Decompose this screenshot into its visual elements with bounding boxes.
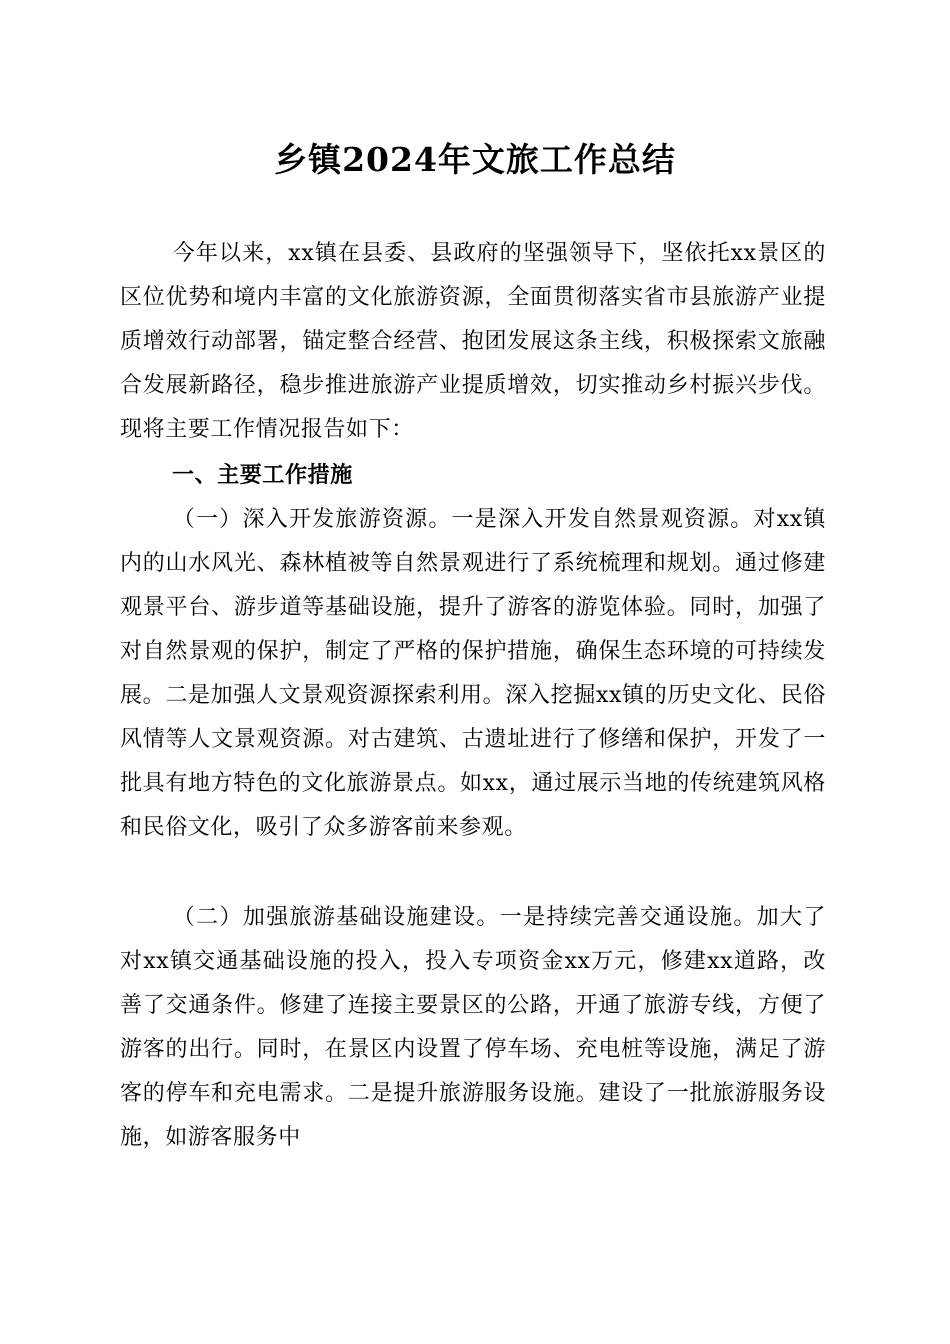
body-paragraph-tourism-resources: （一）深入开发旅游资源。一是深入开发自然景观资源。对xx镇内的山水风光、森林植被等自然景观进行了系统梳理和规划。通过修建观景平台、游步道等基础设施，提升了游客的游览体验。同时，加强了对自然景观的保护，制定了严格的保护措施，确保生态环境的可持续发展。二是加强人文景观资源探索利用。深入挖掘xx镇的历史文化、民俗风情等人文景观资源。对古建筑、古遗址进行了修缮和保护，开发了一批具有地方特色的文化旅游景点。如xx，通过展示当地的传统建筑风格和民俗文化，吸引了众多游客前来参观。 bbox=[120, 507, 826, 840]
section-heading: 一、主要工作措施 bbox=[172, 463, 353, 488]
intro-paragraph: 今年以来，xx镇在县委、县政府的坚强领导下，坚依托xx景区的区位优势和境内丰富的文化旅游资源，全面贯彻落实省市县旅游产业提质增效行动部署，锚定整合经营、抱团发展这条主线，积极探索文旅融合发展新路径，稳步推进旅游产业提质增效，切实推动乡村振兴步伐。现将主要工作情况报告如下： bbox=[120, 241, 826, 442]
document-title: 乡镇2024年文旅工作总结 bbox=[274, 140, 676, 179]
body-paragraph-infrastructure: （二）加强旅游基础设施建设。一是持续完善交通设施。加大了对xx镇交通基础设施的投入，投入专项资金xx万元，修建xx道路，改善了交通条件。修建了连接主要景区的公路，开通了旅游专线，方便了游客的出行。同时，在景区内设置了停车场、充电桩等设施，满足了游客的停车和充电需求。二是提升旅游服务设施。建设了一批旅游服务设施，如游客服务中 bbox=[120, 905, 826, 1150]
